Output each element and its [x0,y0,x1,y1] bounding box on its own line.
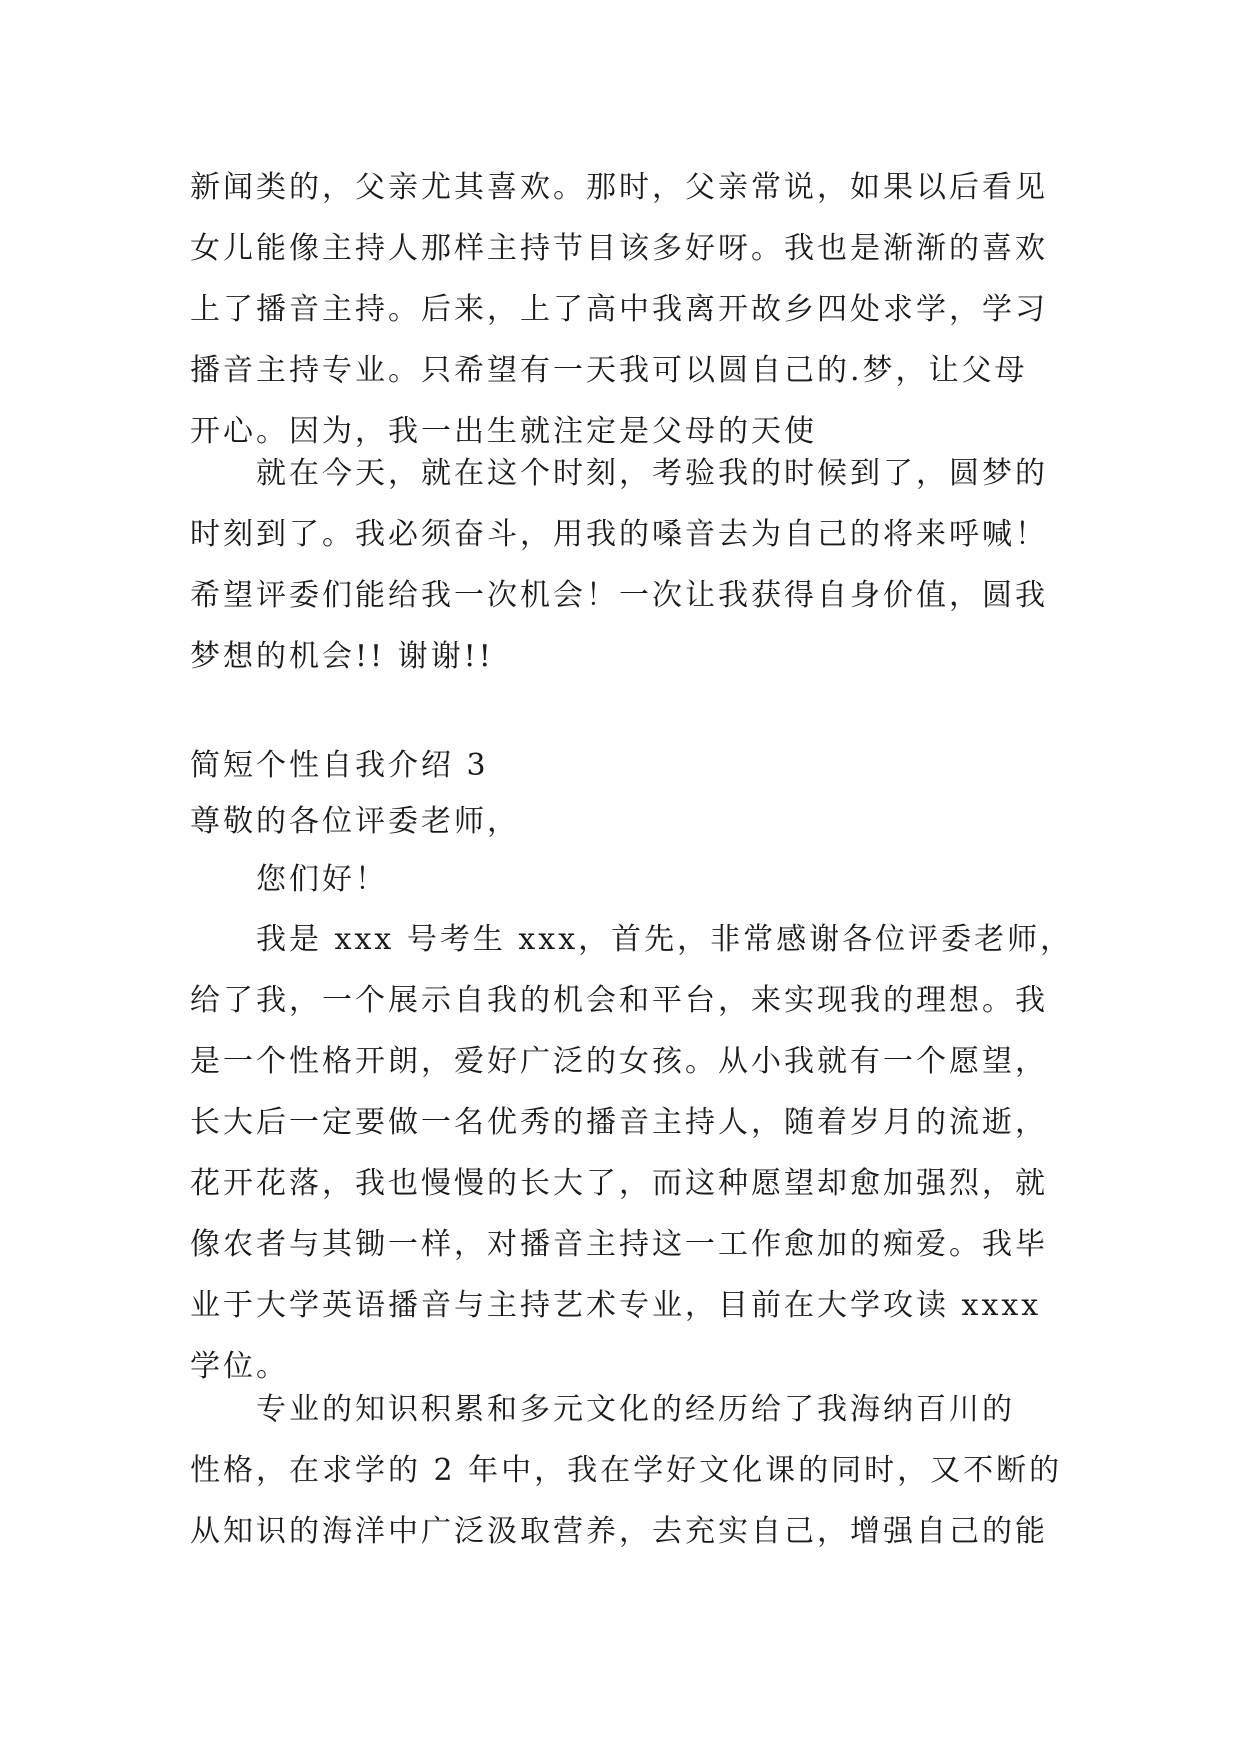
text-line: 上了播音主持。后来，上了高中我离开故乡四处求学，学习 [190,292,1048,327]
text-line: 开心。因为，我一出生就注定是父母的天使 [190,414,817,449]
text-line: 我是 xxx 号考生 xxx，首先，非常感谢各位评委老师， [256,922,1074,957]
text-line: 希望评委们能给我一次机会！一次让我获得自身价值，圆我 [190,578,1048,613]
salutation-text: 尊敬的各位评委老师， [190,804,520,839]
text-line: 业于大学英语播音与主持艺术专业，目前在大学攻读 xxxx [190,1288,1042,1323]
greeting-text: 您们好！ [256,862,388,897]
text-line: 像农者与其锄一样，对播音主持这一工作愈加的痴爱。我毕 [190,1227,1048,1262]
text-line: 梦想的机会!! 谢谢!! [190,639,494,674]
paragraph-study [190,1392,1063,1578]
text-line: 花开花落，我也慢慢的长大了，而这种愿望却愈加强烈，就 [190,1166,1048,1201]
section-heading [190,748,1060,783]
greeting [190,862,1060,897]
text-line: 长大后一定要做一名优秀的播音主持人，随着岁月的流逝， [190,1105,1048,1140]
text-line: 专业的知识积累和多元文化的经历给了我海纳百川的 [256,1392,1015,1427]
section-title: 简短个性自我介绍 3 [190,748,489,783]
text-line: 从知识的海洋中广泛汲取营养，去充实自己，增强自己的能 [190,1514,1048,1549]
text-line: 是一个性格开朗，爱好广泛的女孩。从小我就有一个愿望， [190,1044,1048,1079]
paragraph-closing [190,456,1060,703]
text-line: 时刻到了。我必须奋斗，用我的嗓音去为自己的将来呼喊！ [190,517,1048,552]
text-line: 就在今天，就在这个时刻，考验我的时候到了，圆梦的 [256,456,1048,491]
paragraph-continued [190,170,1060,478]
text-line: 新闻类的，父亲尤其喜欢。那时，父亲常说，如果以后看见 [190,170,1048,205]
text-line: 给了我，一个展示自我的机会和平台，来实现我的理想。我 [190,983,1048,1018]
text-line: 学位。 [190,1349,289,1384]
salutation [190,804,1060,839]
text-line: 性格，在求学的 2 年中，我在学好文化课的同时，又不断的 [190,1453,1063,1488]
paragraph-intro [190,922,1074,1413]
text-line: 女儿能像主持人那样主持节目该多好呀。我也是渐渐的喜欢 [190,231,1048,266]
text-line: 播音主持专业。只希望有一天我可以圆自己的.梦，让父母 [190,353,1028,388]
